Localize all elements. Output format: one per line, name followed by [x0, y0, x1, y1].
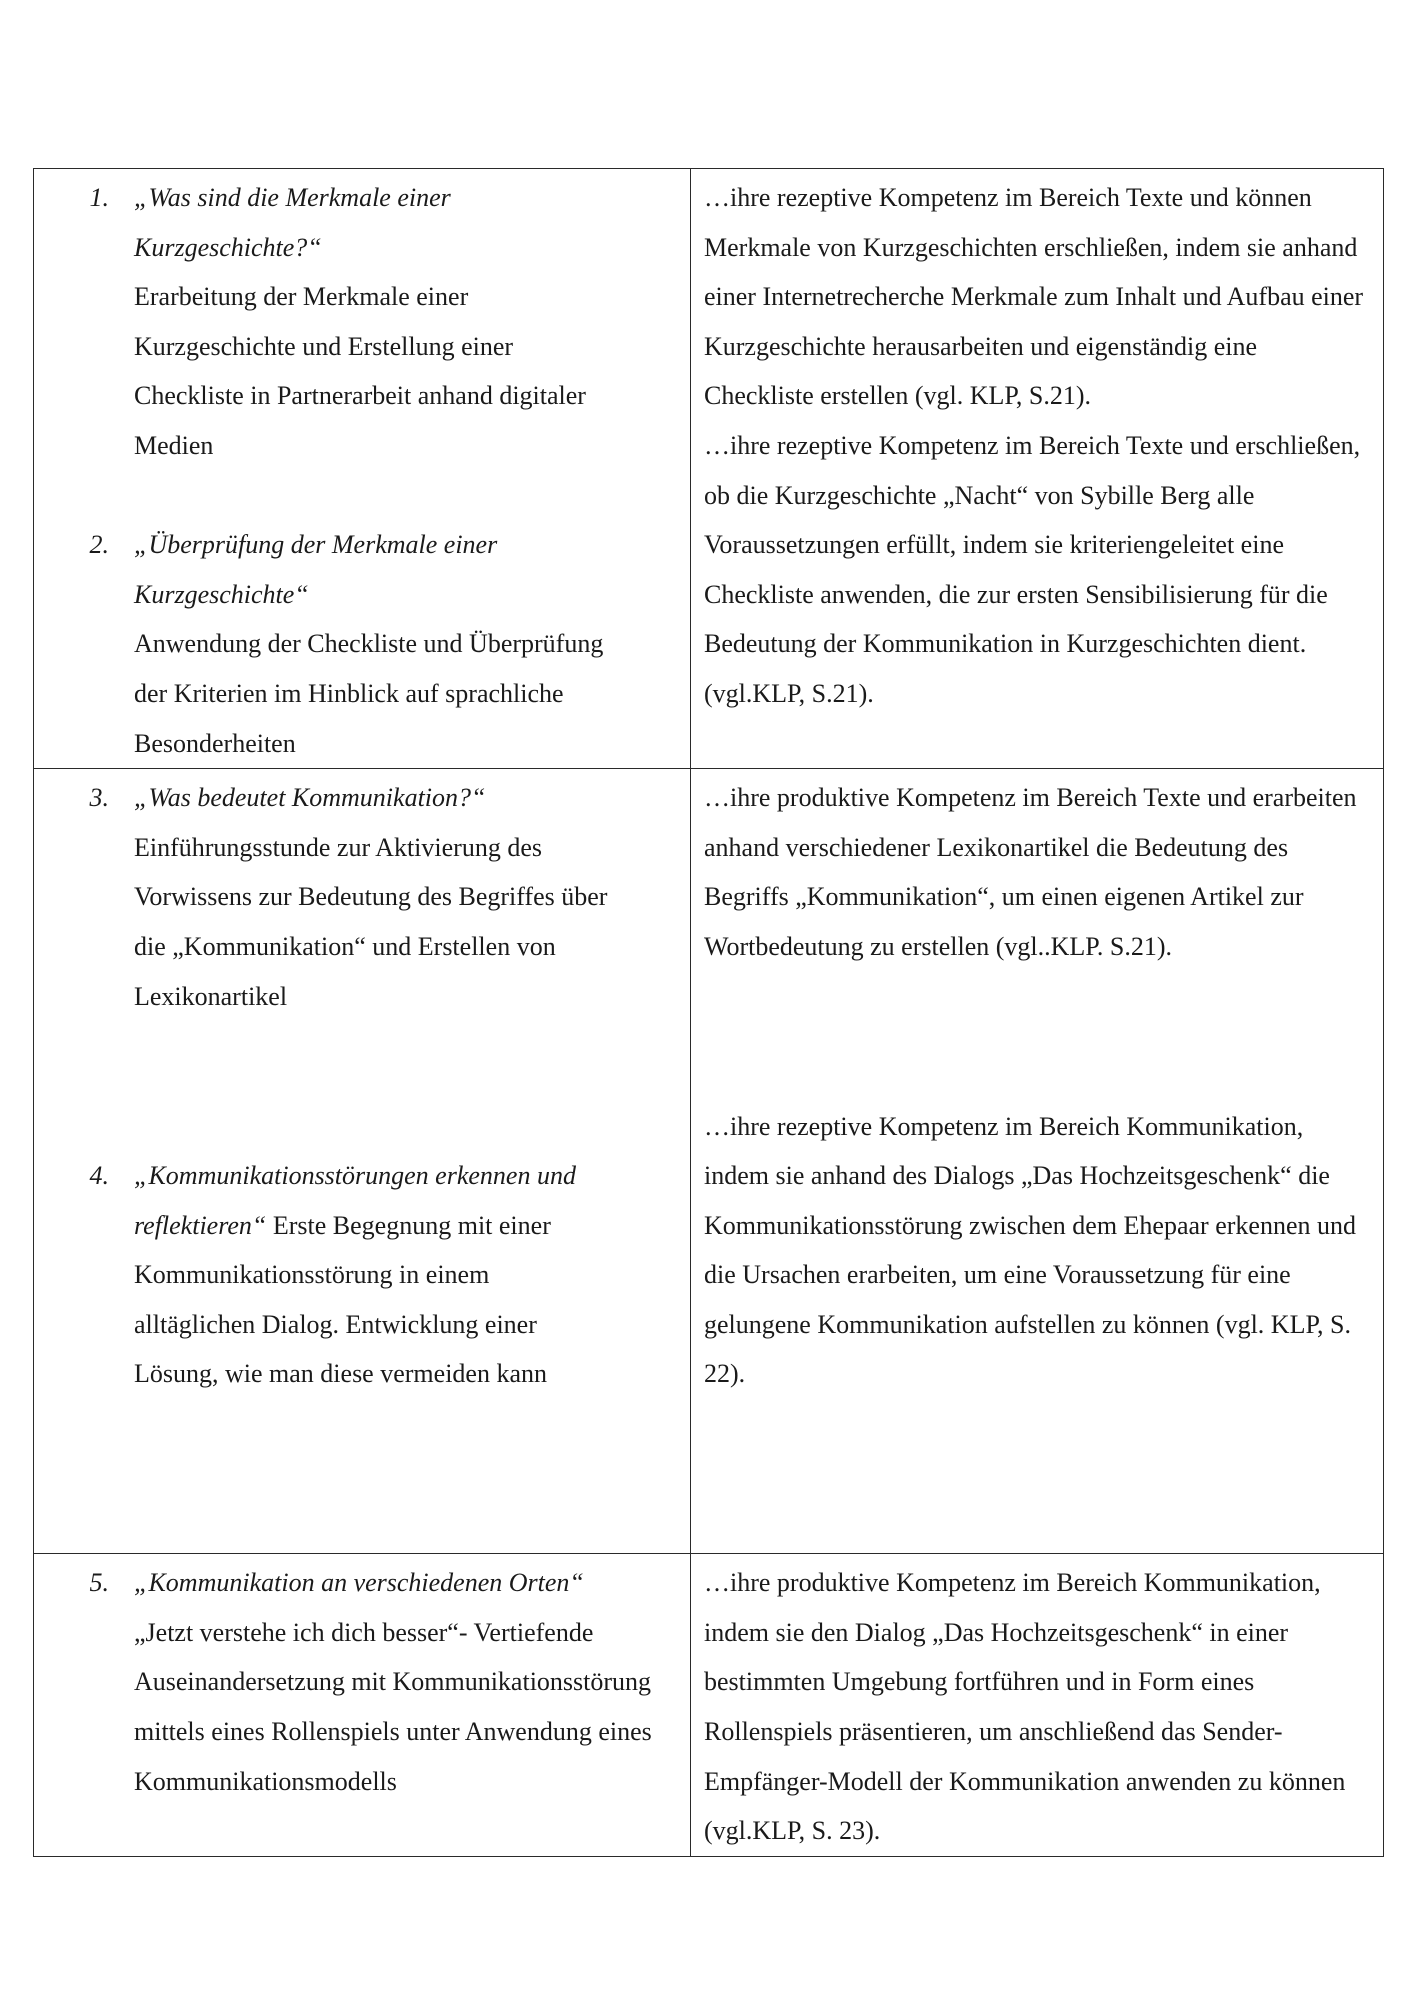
lesson-step — [34, 773, 614, 1021]
step-number: 4. — [89, 1161, 109, 1191]
table-row — [34, 769, 1384, 1554]
step-title: „Kommunikation an verschiedenen Orten“ — [134, 1568, 584, 1598]
competence-text: …ihre rezeptive Kompetenz im Bereich Kommunikation, indem sie anhand des Dialogs „Das Hochzeitsgeschenk“ die Kommunikationsstörung zwischen dem Ehepaar erkennen und die Ursachen erarbeiten, um eine Voraussetzung für eine gelungene Kommunikation aufstellen zu können (vgl. KLP, S. 22). — [704, 1111, 1356, 1389]
step-number: 2. — [89, 530, 109, 560]
step-title: „Kommunikationsstörungen erkennen und reflektieren“ — [134, 1161, 576, 1240]
lesson-step — [34, 1151, 614, 1399]
step-title: „Was bedeutet Kommunikation?“ — [134, 783, 486, 813]
step-description: Erarbeitung der Merkmale einer Kurzgeschichte und Erstellung einer Checkliste in Partnerarbeit anhand digitaler Medien — [134, 282, 586, 460]
competence-cell — [691, 169, 1384, 769]
lesson-steps-cell — [34, 769, 691, 1554]
step-description: „Jetzt verstehe ich dich besser“- Vertiefende Auseinandersetzung mit Kommunikationsstörung mittels eines Rollenspiels unter Anwendung eines Kommunikationsmodells — [134, 1617, 652, 1796]
step-number: 5. — [89, 1568, 109, 1598]
step-title: „Überprüfung der Merkmale einer Kurzgeschichte“ — [134, 530, 498, 609]
step-description: Anwendung der Checkliste und Überprüfung der Kriterien im Hinblick auf sprachliche Besonderheiten — [134, 629, 604, 758]
lesson-plan-table — [33, 168, 1384, 1857]
competence-cell — [691, 769, 1384, 1554]
step-description: Erste Begegnung mit einer Kommunikationsstörung in einem alltäglichen Dialog. Entwicklung einer Lösung, wie man diese vermeiden kann — [134, 1210, 551, 1389]
step-number: 1. — [89, 183, 109, 212]
lesson-step — [34, 520, 614, 768]
lesson-steps-cell — [34, 169, 691, 769]
competence-cell — [691, 1554, 1384, 1857]
lesson-step — [34, 173, 614, 471]
step-description: Einführungsstunde zur Aktivierung des Vorwissens zur Bedeutung des Begriffes über die „Kommunikation“ und Erstellen von Lexikonartikel — [134, 832, 608, 1011]
competence-text: …ihre produktive Kompetenz im Bereich Kommunikation, indem sie den Dialog „Das Hochzeitsgeschenk“ in einer bestimmten Umgebung fortführen und in Form eines Rollenspiels präsentieren, um anschließend das Sender-Empfänger-Modell der Kommunikation anwenden zu können (vgl.KLP, S. 23). — [704, 1568, 1346, 1846]
table-row — [34, 169, 1384, 769]
lesson-steps-cell — [34, 1554, 691, 1857]
lesson-step — [34, 1558, 674, 1806]
competence-text: …ihre rezeptive Kompetenz im Bereich Texte und erschließen, ob die Kurzgeschichte „Nacht“ von Sybille Berg alle Voraussetzungen erfüllt, indem sie kriteriengeleitet eine Checkliste anwenden, die zur ersten Sensibilisierung für die Bedeutung der Kommunikation in Kurzgeschichten dient. (vgl.KLP, S.21). — [704, 430, 1361, 708]
step-title: „Was sind die Merkmale einer Kurzgeschichte?“ — [134, 183, 451, 262]
step-number: 3. — [89, 783, 109, 813]
table-row — [34, 1554, 1384, 1857]
competence-text: …ihre produktive Kompetenz im Bereich Texte und erarbeiten anhand verschiedener Lexikonartikel die Bedeutung des Begriffs „Kommunikation“, um einen eigenen Artikel zur Wortbedeutung zu erstellen (vgl..KLP. S.21). — [704, 783, 1357, 961]
competence-text: …ihre rezeptive Kompetenz im Bereich Texte und können Merkmale von Kurzgeschichten erschließen, indem sie anhand einer Internetrecherche Merkmale zum Inhalt und Aufbau einer Kurzgeschichte herausarbeiten und eigenständig eine Checkliste erstellen (vgl. KLP, S.21). — [704, 183, 1364, 411]
